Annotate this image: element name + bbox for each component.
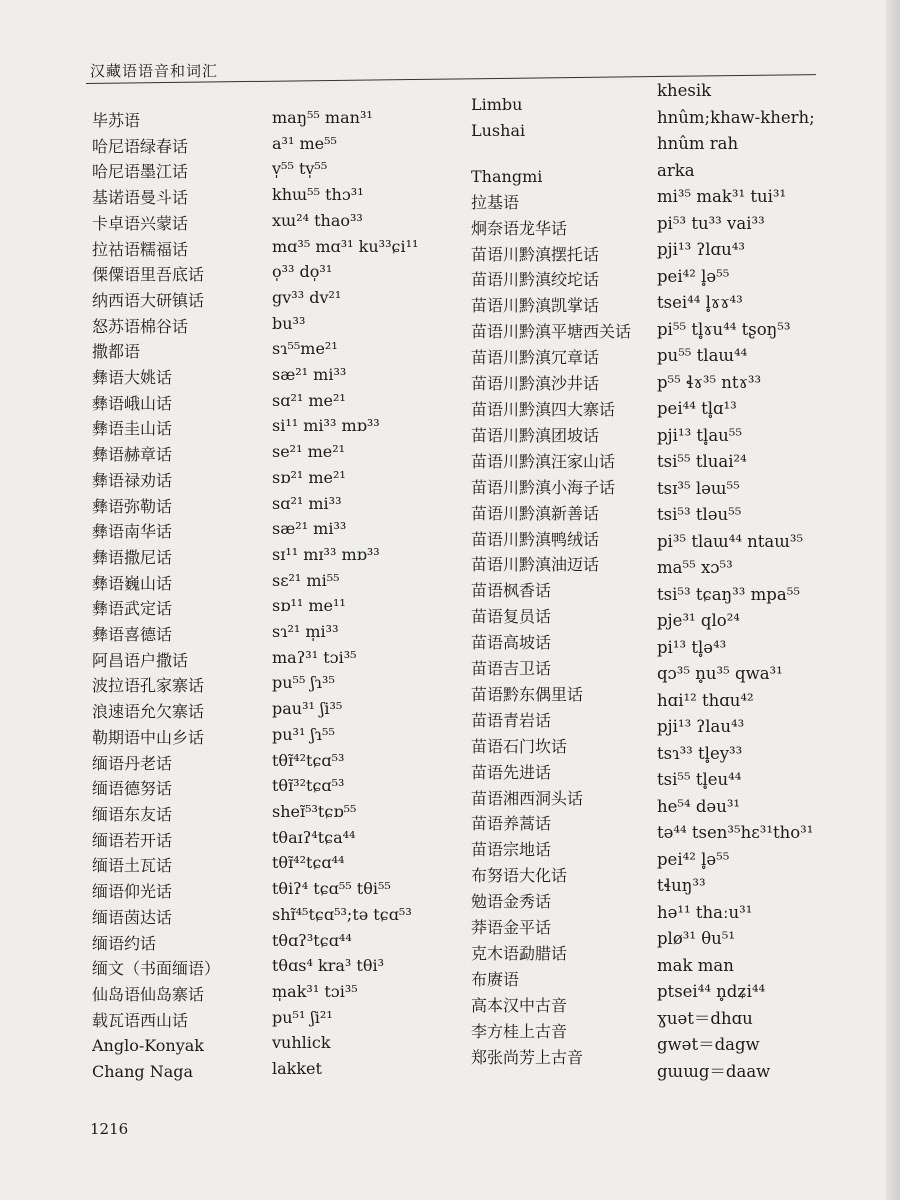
left-form-entry: pau³¹ ʃi³⁵ — [272, 699, 343, 719]
left-language-entry: 卡卓语兴蒙话 — [92, 213, 189, 233]
right-form-entry: ɣuət＝dhɑu — [657, 1008, 753, 1028]
left-language-entry: 勒期语中山乡话 — [92, 727, 205, 747]
right-form-entry: pji¹³ ʔlau⁴³ — [657, 717, 745, 736]
running-header: 汉藏语语音和词汇 — [90, 62, 219, 80]
right-language-entry: 苗语宗地话 — [471, 840, 552, 860]
right-language-entry: Limbu — [471, 95, 523, 114]
left-language-entry: Chang Naga — [92, 1062, 194, 1082]
right-language-entry: 苗语川黔滇凯掌话 — [471, 296, 600, 316]
right-form-entry: hə¹¹ thaːu³¹ — [657, 902, 753, 922]
right-form-entry: pei⁴⁴ tl̥ɑ¹³ — [657, 399, 737, 418]
left-form-entry: sheɪ̃⁵³tɕɒ⁵⁵ — [272, 801, 357, 821]
left-language-entry: 彝语峨山话 — [92, 393, 173, 413]
left-language-entry: 缅语仰光话 — [92, 882, 173, 902]
right-form-entry: hnûm rah — [657, 134, 739, 153]
right-language-entry: 苗语川黔滇小海子话 — [471, 477, 616, 497]
right-form-entry: hnûm;khaw-kherh; — [657, 107, 815, 127]
right-language-entry: 布努语大化话 — [471, 866, 568, 886]
left-language-entry: 彝语撒尼话 — [92, 547, 173, 567]
right-language-entry: 苗语川黔滇汪家山话 — [471, 451, 616, 471]
left-form-entry: tθɑʔ³tɕɑ⁴⁴ — [272, 930, 352, 950]
left-language-entry: 彝语喜德话 — [92, 625, 173, 645]
left-language-entry: 彝语赫章话 — [92, 445, 173, 465]
right-form-entry: pi¹³ tl̥ə⁴³ — [657, 637, 727, 657]
right-form-entry: ma⁵⁵ xɔ⁵³ — [657, 558, 733, 577]
left-form-entry: sɒ²¹ me²¹ — [272, 467, 346, 487]
left-form-entry: sɑ²¹ mi³³ — [272, 493, 342, 513]
left-form-entry: maʔ³¹ tɔi³⁵ — [272, 647, 357, 667]
left-language-entry: 缅语若开话 — [92, 830, 173, 850]
right-language-entry: 苗语川黔滇平塘西关话 — [471, 322, 632, 342]
left-language-entry: 毕苏语 — [92, 111, 141, 130]
right-form-entry: pu⁵⁵ tlaɯ⁴⁴ — [657, 346, 748, 365]
left-form-entry: tθɪ̃⁴²tɕɑ⁴⁴ — [272, 853, 345, 873]
right-form-entry: tə⁴⁴ tsen³⁵hɛ³¹tho³¹ — [657, 823, 814, 842]
right-form-entry: mi³⁵ mak³¹ tui³¹ — [657, 187, 787, 206]
right-form-entry: tsi⁵⁵ tl̥eu⁴⁴ — [657, 770, 742, 789]
right-language-entry: 苗语川黔滇四大寨话 — [471, 399, 616, 419]
left-form-entry: sɿ⁵⁵me²¹ — [272, 339, 338, 359]
right-form-entry: tsɿ³³ tl̥ey³³ — [657, 743, 743, 763]
right-language-entry: 勉语金秀话 — [471, 892, 552, 912]
left-language-entry: Anglo-Konyak — [92, 1036, 204, 1056]
right-language-entry: 苗语川黔滇冗章话 — [471, 348, 600, 368]
right-language-entry: 莽语金平话 — [471, 918, 552, 938]
left-form-entry: mɑ³⁵ mɑ³¹ ku³³ɕi¹¹ — [272, 236, 419, 256]
left-form-entry: tθɪ̃³²tɕɑ⁵³ — [272, 776, 345, 796]
left-language-entry: 缅语约话 — [92, 933, 157, 953]
left-form-entry: lakket — [272, 1059, 322, 1079]
page-edge — [886, 0, 900, 1200]
left-language-entry: 撒都语 — [92, 342, 141, 362]
left-form-entry: vuhlick — [272, 1033, 331, 1053]
left-form-entry: sæ²¹ mi³³ — [272, 519, 347, 539]
right-form-entry: ptsei⁴⁴ n̥dʑi⁴⁴ — [657, 982, 766, 1001]
left-form-entry: tθɑs⁴ kra³ tθi³ — [272, 956, 384, 976]
left-language-entry: 基诺语曼斗话 — [92, 188, 189, 208]
right-form-entry: pi³⁵ tlaɯ⁴⁴ ntaɯ³⁵ — [657, 531, 804, 551]
right-language-entry: 苗语先进话 — [471, 762, 552, 782]
left-language-entry: 缅语丹老话 — [92, 753, 173, 773]
right-form-entry: pi⁵⁵ tl̥ɤu⁴⁴ tʂoŋ⁵³ — [657, 319, 791, 339]
right-language-entry: 苗语湘西洞头话 — [471, 788, 584, 808]
right-form-entry: hɑi¹² thɑu⁴² — [657, 690, 754, 710]
right-language-entry: 炯奈语龙华话 — [471, 218, 568, 238]
left-language-entry: 彝语武定话 — [92, 599, 173, 619]
left-language-entry: 彝语禄劝话 — [92, 470, 173, 490]
right-form-entry: arka — [657, 160, 695, 180]
right-language-entry: 苗语复员话 — [471, 607, 552, 627]
left-form-entry: tθɪ̃⁴²tɕɑ⁵³ — [272, 750, 345, 770]
left-form-entry: sɛ²¹ mi⁵⁵ — [272, 570, 340, 590]
right-form-entry: tsi⁵⁵ tluai²⁴ — [657, 452, 747, 471]
right-language-entry: 苗语川黔滇绞坨话 — [471, 270, 600, 290]
right-language-entry: 苗语黔东偶里话 — [471, 684, 584, 704]
left-language-entry: 哈尼语绿春话 — [92, 136, 189, 156]
left-language-entry: 缅语土瓦话 — [92, 856, 173, 876]
left-form-entry: pu⁵⁵ ʃɿ³⁵ — [272, 673, 335, 693]
left-language-entry: 彝语巍山话 — [92, 573, 173, 593]
left-form-entry: sɿ²¹ m̩i³³ — [272, 622, 339, 642]
right-form-entry: qɔ³⁵ n̥u³⁵ qwa³¹ — [657, 664, 783, 683]
right-language-entry: 苗语吉卫话 — [471, 659, 552, 679]
right-form-entry: tsɪ³⁵ ləɯ⁵⁵ — [657, 478, 740, 498]
left-language-entry: 载瓦语西山话 — [92, 1010, 189, 1030]
page-number: 1216 — [90, 1120, 129, 1138]
left-form-entry: pu⁵¹ ʃi²¹ — [272, 1007, 333, 1027]
left-language-entry: 拉祜语糯福话 — [92, 239, 189, 259]
right-language-entry: Lushai — [471, 120, 526, 140]
right-form-entry: p⁵⁵ ɬɤ³⁵ ntɤ³³ — [657, 372, 762, 392]
left-form-entry: maŋ⁵⁵ man³¹ — [272, 108, 373, 127]
right-language-column — [471, 92, 631, 1071]
left-language-entry: 哈尼语墨江话 — [92, 162, 189, 182]
left-form-entry: o̩³³ do̩³¹ — [272, 262, 333, 282]
left-language-entry: 彝语南华话 — [92, 522, 173, 542]
left-form-entry: tθaɪʔ⁴tɕa⁴⁴ — [272, 827, 356, 847]
left-language-entry: 缅语茵达话 — [92, 907, 173, 927]
right-language-entry: 高本汉中古音 — [471, 995, 568, 1015]
right-language-entry: 苗语青岩话 — [471, 710, 552, 730]
right-form-column — [657, 78, 815, 1085]
right-language-entry: 郑张尚芳上古音 — [471, 1047, 584, 1067]
right-language-entry: 李方桂上古音 — [471, 1021, 568, 1041]
left-language-entry: 缅语东友话 — [92, 804, 173, 824]
right-form-entry: he⁵⁴ dəu³¹ — [657, 796, 741, 816]
left-form-entry: xɯ²⁴ thao³³ — [272, 210, 363, 230]
left-form-entry: khɯ⁵⁵ thɔ³¹ — [272, 185, 364, 205]
right-language-entry: 苗语石门坎话 — [471, 736, 568, 756]
right-language-entry: 苗语川黔滇油迈话 — [471, 555, 600, 575]
left-form-entry: v̩⁵⁵ tv̩⁵⁵ — [272, 159, 328, 179]
left-form-entry: shɪ̃⁴⁵tɕɑ⁵³;tə tɕɑ⁵³ — [272, 904, 412, 924]
right-language-entry: 苗语枫香话 — [471, 581, 552, 601]
right-language-entry: Thangmi — [471, 166, 543, 186]
left-language-entry: 怒苏语棉谷话 — [92, 316, 189, 336]
right-form-entry: tsi⁵³ tɕaŋ³³ mpa⁵⁵ — [657, 584, 800, 604]
left-form-entry: sɪ¹¹ mɪ³³ mɒ³³ — [272, 544, 380, 564]
right-language-entry: 苗语养蒿话 — [471, 814, 552, 834]
left-language-entry: 缅文（书面缅语） — [92, 959, 221, 979]
left-language-entry: 彝语弥勒话 — [92, 496, 173, 516]
right-form-entry: gwət＝dagw — [657, 1035, 760, 1054]
left-language-column — [92, 108, 220, 1085]
left-language-entry: 阿昌语户撒话 — [92, 650, 189, 670]
left-form-entry: pu³¹ ʃɿ⁵⁵ — [272, 724, 335, 744]
right-language-entry: 苗语川黔滇新善话 — [471, 503, 600, 523]
right-form-entry: khesik — [657, 81, 712, 100]
left-language-entry: 波拉语孔家寨话 — [92, 676, 205, 696]
right-language-entry: 苗语川黔滇团坡话 — [471, 425, 600, 445]
left-form-entry: sɒ¹¹ me¹¹ — [272, 596, 346, 616]
left-language-entry: 仙岛语仙岛寨话 — [92, 984, 205, 1004]
left-language-entry: 纳西语大研镇话 — [92, 290, 205, 310]
left-form-entry: sɑ²¹ me²¹ — [272, 390, 346, 410]
left-form-entry: se²¹ me²¹ — [272, 442, 346, 462]
right-language-entry: 苗语高坡话 — [471, 633, 552, 653]
left-form-entry: sæ²¹ mi³³ — [272, 365, 347, 385]
left-language-entry: 彝语圭山话 — [92, 419, 173, 439]
right-form-entry: mak man — [657, 955, 734, 975]
right-language-entry: 布赓语 — [471, 969, 520, 989]
right-form-entry: pji¹³ ʔlɑu⁴³ — [657, 240, 745, 259]
left-language-entry: 缅语德努话 — [92, 779, 173, 799]
right-form-entry: pei⁴² l̥ə⁵⁵ — [657, 266, 730, 286]
right-language-entry: 克木语勐腊话 — [471, 944, 568, 963]
left-language-entry: 彝语大姚话 — [92, 368, 173, 388]
left-form-entry: tθiʔ⁴ tɕɑ⁵⁵ tθi⁵⁵ — [272, 879, 391, 899]
right-form-entry: tsei⁴⁴ l̥ɤɤ⁴³ — [657, 293, 743, 312]
left-language-entry: 浪速语允欠寨话 — [92, 702, 205, 722]
right-form-entry: pje³¹ qlo²⁴ — [657, 611, 740, 630]
right-form-entry: pji¹³ tl̥au⁵⁵ — [657, 425, 743, 445]
right-language-entry: 苗语川黔滇沙井话 — [471, 374, 600, 394]
left-language-entry: 傈僳语里吾底话 — [92, 265, 205, 285]
right-form-entry: gɯɯg＝daaw — [657, 1061, 771, 1081]
right-form-entry: plø³¹ θu⁵¹ — [657, 929, 736, 948]
right-form-entry: tɬuŋ³³ — [657, 876, 706, 895]
left-form-column — [272, 105, 418, 1082]
left-form-entry: si¹¹ mi³³ mɒ³³ — [272, 416, 380, 436]
right-form-entry: pei⁴² l̥ə⁵⁵ — [657, 849, 730, 869]
right-language-entry: 苗语川黔滇摆托话 — [471, 244, 600, 264]
left-form-entry: m̩ak³¹ tɔi³⁵ — [272, 981, 358, 1001]
left-form-entry: gv³³ dv²¹ — [272, 287, 342, 307]
left-form-entry: a³¹ me⁵⁵ — [272, 133, 337, 153]
right-form-entry: tsi⁵³ tləu⁵⁵ — [657, 505, 742, 524]
right-form-entry: pi⁵³ tu³³ vai³³ — [657, 213, 765, 233]
right-language-entry: 拉基语 — [471, 192, 520, 212]
right-language-entry: 苗语川黔滇鸭绒话 — [471, 529, 600, 549]
left-form-entry: bu³³ — [272, 313, 306, 333]
